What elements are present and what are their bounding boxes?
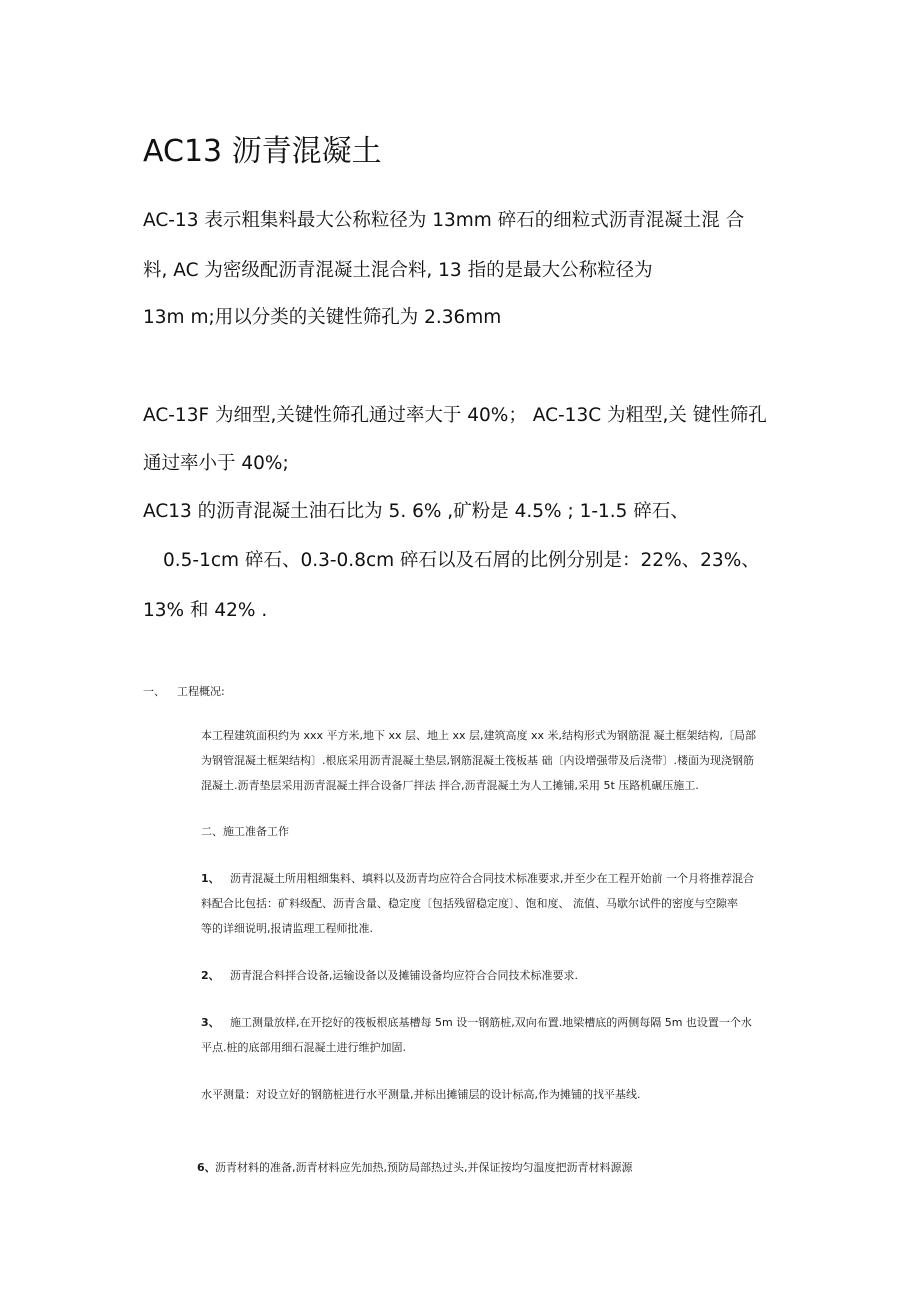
level-measurement-text: 水平测量：对设立好的钢筋桩进行水平测量,并标出摊铺层的设计标高,作为摊铺的找平基线. bbox=[201, 1088, 641, 1101]
section-1-line-3: 混凝土.沥青垫层采用沥青混凝土拌合设备厂拌法 拌合,沥青混凝土为人工摊铺,采用 5t 压路机碾压施工. bbox=[201, 779, 699, 792]
intro-paragraph-1-line-1: AC-13 表示粗集料最大公称粒径为 13mm 碎石的细粒式沥青混凝土混 合 bbox=[143, 210, 745, 231]
item-1-number: 1、 bbox=[201, 872, 220, 885]
intro-paragraph-3-line-2: 0.5-1cm 碎石、0.3-0.8cm 碎石以及石屑的比例分别是：22%、23%、 bbox=[163, 550, 760, 571]
section-1-line-2: 为钢管混凝土框架结构〕.根底采用沥青混凝土垫层,钢筋混凝土筏板基 础〔内设增强带及后浇带〕.楼面为现浇钢筋 bbox=[201, 754, 754, 767]
intro-paragraph-3-line-3: 13% 和 42% . bbox=[143, 600, 268, 621]
page-title: AC13 沥青混凝土 bbox=[143, 134, 382, 169]
item-2-text: 沥青混合料拌合设备,运输设备以及摊铺设备均应符合合同技术标准要求. bbox=[230, 969, 578, 982]
intro-paragraph-1-line-2: 料, AC 为密级配沥青混凝土混合料, 13 指的是最大公称粒径为 bbox=[143, 260, 653, 281]
item-6-text: 沥青材料的准备,沥青材料应先加热,预防局部热过头,并保证按均匀温度把沥青材料源源 bbox=[215, 1161, 633, 1174]
section-1-number: 一、 bbox=[143, 685, 165, 698]
item-1-line-3: 等的详细说明,报请监理工程师批准. bbox=[201, 922, 373, 935]
intro-paragraph-2-line-2: 通过率小于 40%; bbox=[143, 453, 289, 474]
item-2-number: 2、 bbox=[201, 969, 220, 982]
intro-paragraph-3-line-1: AC13 的沥青混凝土油石比为 5. 6% ,矿粉是 4.5% ; 1-1.5 碎石、 bbox=[143, 501, 689, 522]
item-1-line-2: 料配合比包括：矿料级配、沥青含量、稳定度〔包括残留稳定度〕、饱和度、 流值、马歇尔试件的密度与空隙率 bbox=[201, 897, 738, 910]
item-3-line-2: 平点.桩的底部用细石混凝土进行维护加固. bbox=[201, 1041, 406, 1054]
section-2-heading: 二、施工准备工作 bbox=[201, 825, 289, 838]
item-1-line-1: 沥青混凝土所用粗细集料、填料以及沥青均应符合合同技术标准要求,并至少在工程开始前 一个月将推荐混合 bbox=[230, 872, 754, 885]
intro-paragraph-2-line-1: AC-13F 为细型,关键性筛孔通过率大于 40%； AC-13C 为粗型,关 键性筛孔 bbox=[143, 405, 767, 426]
item-3-number: 3、 bbox=[201, 1016, 220, 1029]
item-3-line-1: 施工测量放样,在开挖好的筏板根底基槽每 5m 设一钢筋桩,双向布置.地梁槽底的两侧每隔 5m 也设置一个水 bbox=[230, 1016, 752, 1029]
item-6-number: 6、 bbox=[197, 1161, 216, 1174]
intro-paragraph-1-line-3: 13m m;用以分类的关键性筛孔为 2.36mm bbox=[143, 307, 502, 328]
section-1-line-1: 本工程建筑面积约为 xxx 平方米,地下 xx 层、地上 xx 层,建筑高度 xx 米,结构形式为钢筋混 凝土框架结构,〔局部 bbox=[201, 729, 757, 742]
section-1-heading: 工程概况: bbox=[177, 685, 225, 698]
